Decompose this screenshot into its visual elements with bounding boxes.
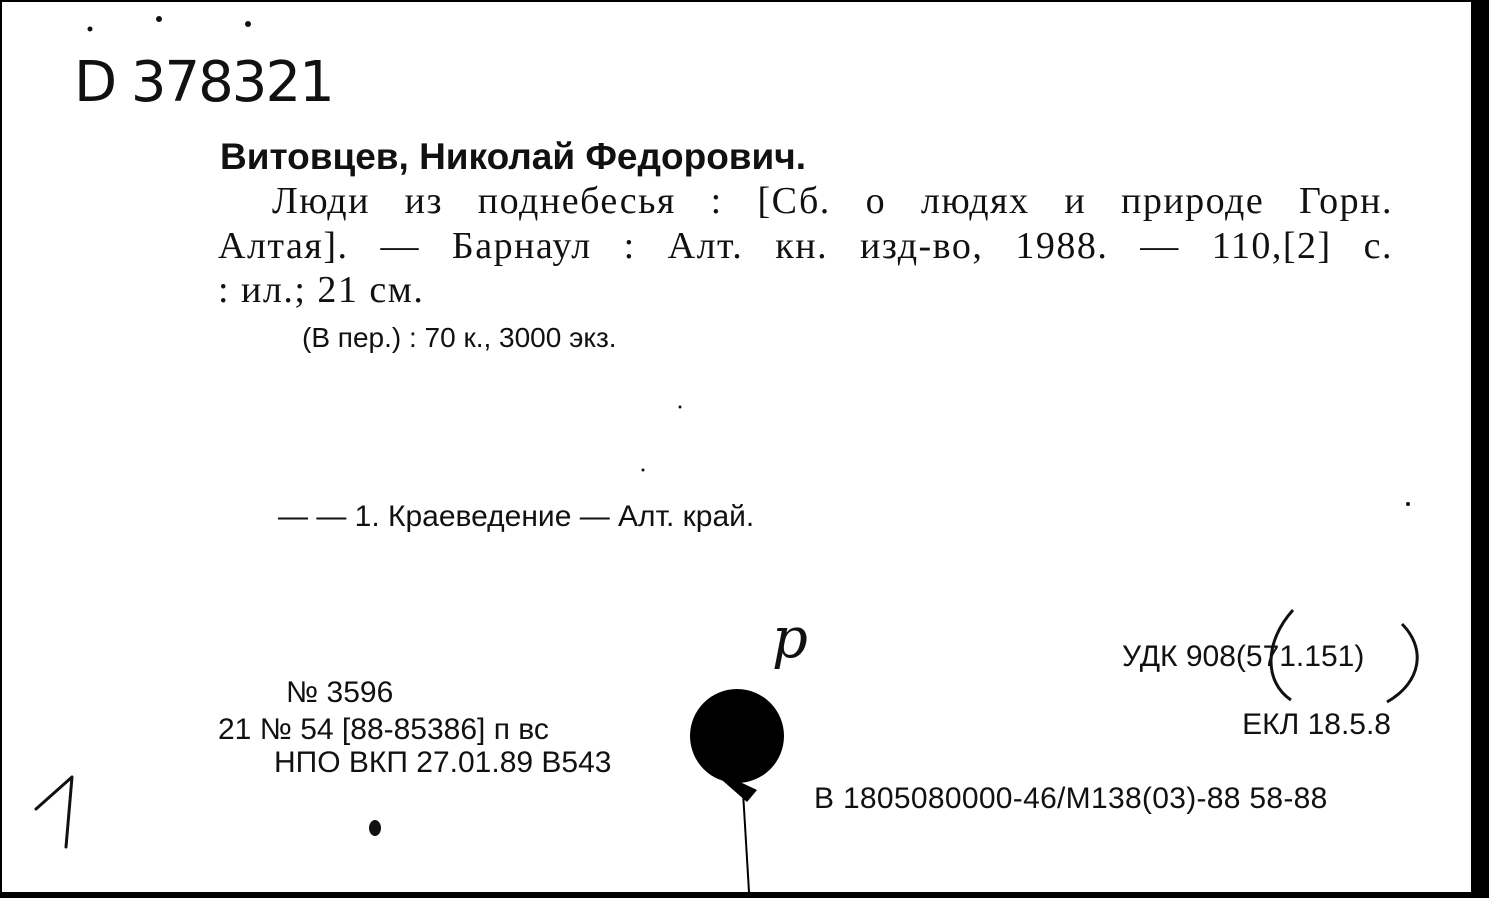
- author-heading: Витовцев, Николай Федорович.: [220, 136, 807, 177]
- speck-dot: [679, 406, 682, 409]
- catalog-producer: НПО ВКП 27.01.89 В543: [274, 746, 612, 779]
- speck-dot: [642, 469, 645, 472]
- description-line: : ил.; 21 см.: [218, 269, 425, 311]
- catalog-record: 21 № 54 [88-85386] п вс: [218, 713, 549, 746]
- shelf-mark: D 378321: [74, 50, 333, 115]
- speck-dot: [245, 21, 251, 27]
- ekl-code: ЕКЛ 18.5.8: [1242, 708, 1391, 741]
- catalog-card: [2, 2, 1471, 892]
- ink-blot: [369, 820, 381, 836]
- subject-heading: — — 1. Краеведение — Алт. край.: [278, 500, 755, 533]
- speck-dot: [156, 16, 162, 22]
- punch-hole-icon: [690, 689, 784, 783]
- speck-dot: [88, 27, 93, 32]
- publication-code: В 1805080000-46/М138(03)-88 58-88: [814, 782, 1328, 815]
- handwritten-number-one: [28, 767, 108, 857]
- description-line: Алтая]. — Барнаул : Алт. кн. изд-во, 1988. — 110,[2] с.: [218, 225, 1393, 267]
- handwritten-mark: р: [772, 606, 808, 671]
- speck-dot: [1406, 502, 1410, 506]
- description-line: Люди из поднебесья : [Сб. о людях и природе Горн.: [272, 180, 1393, 222]
- price-line: (В пер.) : 70 к., 3000 экз.: [302, 322, 617, 353]
- handwritten-bracket-right: [1387, 624, 1417, 702]
- udk-code: УДК 908(571.151): [1122, 640, 1365, 673]
- catalog-number: № 3596: [286, 676, 394, 709]
- scan-border-right: [1473, 0, 1489, 898]
